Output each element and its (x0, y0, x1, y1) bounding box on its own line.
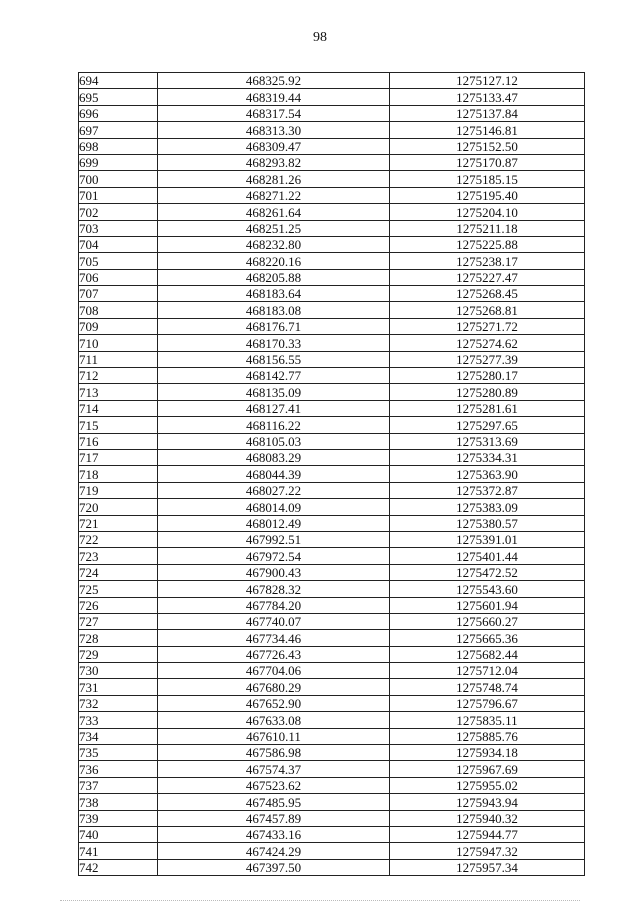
table-row (79, 613, 585, 629)
y-coordinate-cell: 1275334.31 (390, 449, 585, 465)
x-coordinate-cell: 468232.80 (158, 236, 390, 252)
point-number-cell: 723 (79, 548, 158, 564)
y-coordinate-cell: 1275682.44 (390, 646, 585, 662)
table-row (79, 826, 585, 842)
point-number-cell: 696 (79, 105, 158, 121)
x-coordinate-cell: 467992.51 (158, 531, 390, 547)
y-coordinate-cell: 1275271.72 (390, 318, 585, 334)
page-bottom-divider (60, 900, 580, 901)
point-number-cell: 737 (79, 777, 158, 793)
point-number-cell: 704 (79, 236, 158, 252)
x-coordinate-cell: 468313.30 (158, 122, 390, 138)
point-number-cell: 730 (79, 663, 158, 679)
table-row (79, 597, 585, 613)
point-number-cell: 721 (79, 515, 158, 531)
x-coordinate-cell: 467680.29 (158, 679, 390, 695)
table-row (79, 515, 585, 531)
table-row (79, 581, 585, 597)
y-coordinate-cell: 1275146.81 (390, 122, 585, 138)
y-coordinate-cell: 1275944.77 (390, 826, 585, 842)
table-row (79, 646, 585, 662)
table-row (79, 548, 585, 564)
x-coordinate-cell: 468220.16 (158, 253, 390, 269)
y-coordinate-cell: 1275835.11 (390, 712, 585, 728)
table-row (79, 712, 585, 728)
x-coordinate-cell: 468183.64 (158, 286, 390, 302)
y-coordinate-cell: 1275372.87 (390, 482, 585, 498)
table-row (79, 351, 585, 367)
point-number-cell: 729 (79, 646, 158, 662)
y-coordinate-cell: 1275185.15 (390, 171, 585, 187)
x-coordinate-cell: 467574.37 (158, 761, 390, 777)
point-number-cell: 698 (79, 138, 158, 154)
table-row (79, 794, 585, 810)
table-row (79, 89, 585, 105)
x-coordinate-cell: 467900.43 (158, 564, 390, 580)
y-coordinate-cell: 1275943.94 (390, 794, 585, 810)
point-number-cell: 741 (79, 843, 158, 859)
point-number-cell: 739 (79, 810, 158, 826)
x-coordinate-cell: 468105.03 (158, 433, 390, 449)
x-coordinate-cell: 467734.46 (158, 630, 390, 646)
point-number-cell: 736 (79, 761, 158, 777)
y-coordinate-cell: 1275268.81 (390, 302, 585, 318)
point-number-cell: 707 (79, 286, 158, 302)
table-row (79, 728, 585, 744)
x-coordinate-cell: 468293.82 (158, 154, 390, 170)
table-row (79, 695, 585, 711)
point-number-cell: 705 (79, 253, 158, 269)
point-number-cell: 738 (79, 794, 158, 810)
y-coordinate-cell: 1275660.27 (390, 613, 585, 629)
table-row (79, 269, 585, 285)
table-row (79, 253, 585, 269)
table-row (79, 384, 585, 400)
table-row (79, 187, 585, 203)
point-number-cell: 722 (79, 531, 158, 547)
x-coordinate-cell: 467972.54 (158, 548, 390, 564)
table-row (79, 449, 585, 465)
x-coordinate-cell: 468027.22 (158, 482, 390, 498)
x-coordinate-cell: 467828.32 (158, 581, 390, 597)
y-coordinate-cell: 1275274.62 (390, 335, 585, 351)
x-coordinate-cell: 468261.64 (158, 204, 390, 220)
table-row (79, 400, 585, 416)
y-coordinate-cell: 1275238.17 (390, 253, 585, 269)
table-row (79, 220, 585, 236)
y-coordinate-cell: 1275280.89 (390, 384, 585, 400)
table-row (79, 761, 585, 777)
point-number-cell: 728 (79, 630, 158, 646)
y-coordinate-cell: 1275225.88 (390, 236, 585, 252)
table-row (79, 236, 585, 252)
table-row (79, 859, 585, 875)
x-coordinate-cell: 467652.90 (158, 695, 390, 711)
x-coordinate-cell: 467726.43 (158, 646, 390, 662)
point-number-cell: 713 (79, 384, 158, 400)
table-row (79, 368, 585, 384)
point-number-cell: 708 (79, 302, 158, 318)
point-number-cell: 695 (79, 89, 158, 105)
point-number-cell: 726 (79, 597, 158, 613)
point-number-cell: 703 (79, 220, 158, 236)
coordinates-table (78, 72, 585, 876)
x-coordinate-cell: 468083.29 (158, 449, 390, 465)
y-coordinate-cell: 1275947.32 (390, 843, 585, 859)
y-coordinate-cell: 1275380.57 (390, 515, 585, 531)
point-number-cell: 701 (79, 187, 158, 203)
point-number-cell: 706 (79, 269, 158, 285)
table-row (79, 204, 585, 220)
x-coordinate-cell: 467424.29 (158, 843, 390, 859)
x-coordinate-cell: 468309.47 (158, 138, 390, 154)
point-number-cell: 732 (79, 695, 158, 711)
y-coordinate-cell: 1275227.47 (390, 269, 585, 285)
point-number-cell: 724 (79, 564, 158, 580)
point-number-cell: 742 (79, 859, 158, 875)
point-number-cell: 711 (79, 351, 158, 367)
y-coordinate-cell: 1275543.60 (390, 581, 585, 597)
y-coordinate-cell: 1275665.36 (390, 630, 585, 646)
point-number-cell: 740 (79, 826, 158, 842)
y-coordinate-cell: 1275401.44 (390, 548, 585, 564)
x-coordinate-cell: 467523.62 (158, 777, 390, 793)
y-coordinate-cell: 1275601.94 (390, 597, 585, 613)
y-coordinate-cell: 1275967.69 (390, 761, 585, 777)
x-coordinate-cell: 468176.71 (158, 318, 390, 334)
table-row (79, 679, 585, 695)
table-row (79, 630, 585, 646)
x-coordinate-cell: 467457.89 (158, 810, 390, 826)
y-coordinate-cell: 1275277.39 (390, 351, 585, 367)
y-coordinate-cell: 1275133.47 (390, 89, 585, 105)
x-coordinate-cell: 467485.95 (158, 794, 390, 810)
point-number-cell: 725 (79, 581, 158, 597)
point-number-cell: 734 (79, 728, 158, 744)
page-number: 98 (313, 30, 327, 45)
table-row (79, 663, 585, 679)
point-number-cell: 733 (79, 712, 158, 728)
x-coordinate-cell: 468012.49 (158, 515, 390, 531)
x-coordinate-cell: 468156.55 (158, 351, 390, 367)
coordinates-table-body (79, 73, 585, 876)
y-coordinate-cell: 1275712.04 (390, 663, 585, 679)
y-coordinate-cell: 1275940.32 (390, 810, 585, 826)
table-row (79, 154, 585, 170)
table-row (79, 433, 585, 449)
point-number-cell: 700 (79, 171, 158, 187)
x-coordinate-cell: 468135.09 (158, 384, 390, 400)
table-row (79, 531, 585, 547)
x-coordinate-cell: 468170.33 (158, 335, 390, 351)
y-coordinate-cell: 1275137.84 (390, 105, 585, 121)
x-coordinate-cell: 467397.50 (158, 859, 390, 875)
x-coordinate-cell: 467433.16 (158, 826, 390, 842)
table-row (79, 122, 585, 138)
x-coordinate-cell: 468044.39 (158, 466, 390, 482)
point-number-cell: 719 (79, 482, 158, 498)
point-number-cell: 720 (79, 499, 158, 515)
y-coordinate-cell: 1275127.12 (390, 73, 585, 89)
y-coordinate-cell: 1275383.09 (390, 499, 585, 515)
x-coordinate-cell: 468183.08 (158, 302, 390, 318)
y-coordinate-cell: 1275211.18 (390, 220, 585, 236)
x-coordinate-cell: 467740.07 (158, 613, 390, 629)
table-row (79, 105, 585, 121)
table-row (79, 843, 585, 859)
y-coordinate-cell: 1275391.01 (390, 531, 585, 547)
x-coordinate-cell: 468325.92 (158, 73, 390, 89)
table-row (79, 466, 585, 482)
y-coordinate-cell: 1275268.45 (390, 286, 585, 302)
x-coordinate-cell: 468319.44 (158, 89, 390, 105)
point-number-cell: 735 (79, 745, 158, 761)
y-coordinate-cell: 1275796.67 (390, 695, 585, 711)
x-coordinate-cell: 467784.20 (158, 597, 390, 613)
y-coordinate-cell: 1275152.50 (390, 138, 585, 154)
table-row (79, 73, 585, 89)
x-coordinate-cell: 468317.54 (158, 105, 390, 121)
y-coordinate-cell: 1275885.76 (390, 728, 585, 744)
x-coordinate-cell: 467633.08 (158, 712, 390, 728)
y-coordinate-cell: 1275204.10 (390, 204, 585, 220)
x-coordinate-cell: 468014.09 (158, 499, 390, 515)
point-number-cell: 727 (79, 613, 158, 629)
table-row (79, 417, 585, 433)
y-coordinate-cell: 1275748.74 (390, 679, 585, 695)
table-row (79, 138, 585, 154)
y-coordinate-cell: 1275472.52 (390, 564, 585, 580)
point-number-cell: 717 (79, 449, 158, 465)
point-number-cell: 712 (79, 368, 158, 384)
x-coordinate-cell: 468205.88 (158, 269, 390, 285)
x-coordinate-cell: 468142.77 (158, 368, 390, 384)
x-coordinate-cell: 468281.26 (158, 171, 390, 187)
y-coordinate-cell: 1275955.02 (390, 777, 585, 793)
table-row (79, 810, 585, 826)
x-coordinate-cell: 468127.41 (158, 400, 390, 416)
x-coordinate-cell: 467586.98 (158, 745, 390, 761)
y-coordinate-cell: 1275934.18 (390, 745, 585, 761)
y-coordinate-cell: 1275280.17 (390, 368, 585, 384)
table-row (79, 777, 585, 793)
x-coordinate-cell: 467610.11 (158, 728, 390, 744)
point-number-cell: 709 (79, 318, 158, 334)
point-number-cell: 697 (79, 122, 158, 138)
y-coordinate-cell: 1275957.34 (390, 859, 585, 875)
x-coordinate-cell: 468251.25 (158, 220, 390, 236)
point-number-cell: 710 (79, 335, 158, 351)
point-number-cell: 715 (79, 417, 158, 433)
point-number-cell: 694 (79, 73, 158, 89)
y-coordinate-cell: 1275281.61 (390, 400, 585, 416)
x-coordinate-cell: 468116.22 (158, 417, 390, 433)
table-row (79, 482, 585, 498)
table-row (79, 171, 585, 187)
point-number-cell: 716 (79, 433, 158, 449)
table-row (79, 564, 585, 580)
table-row (79, 318, 585, 334)
table-row (79, 745, 585, 761)
y-coordinate-cell: 1275195.40 (390, 187, 585, 203)
y-coordinate-cell: 1275363.90 (390, 466, 585, 482)
table-row (79, 335, 585, 351)
y-coordinate-cell: 1275297.65 (390, 417, 585, 433)
y-coordinate-cell: 1275170.87 (390, 154, 585, 170)
table-row (79, 286, 585, 302)
y-coordinate-cell: 1275313.69 (390, 433, 585, 449)
point-number-cell: 702 (79, 204, 158, 220)
table-row (79, 499, 585, 515)
point-number-cell: 718 (79, 466, 158, 482)
point-number-cell: 714 (79, 400, 158, 416)
table-row (79, 302, 585, 318)
point-number-cell: 731 (79, 679, 158, 695)
point-number-cell: 699 (79, 154, 158, 170)
x-coordinate-cell: 467704.06 (158, 663, 390, 679)
x-coordinate-cell: 468271.22 (158, 187, 390, 203)
